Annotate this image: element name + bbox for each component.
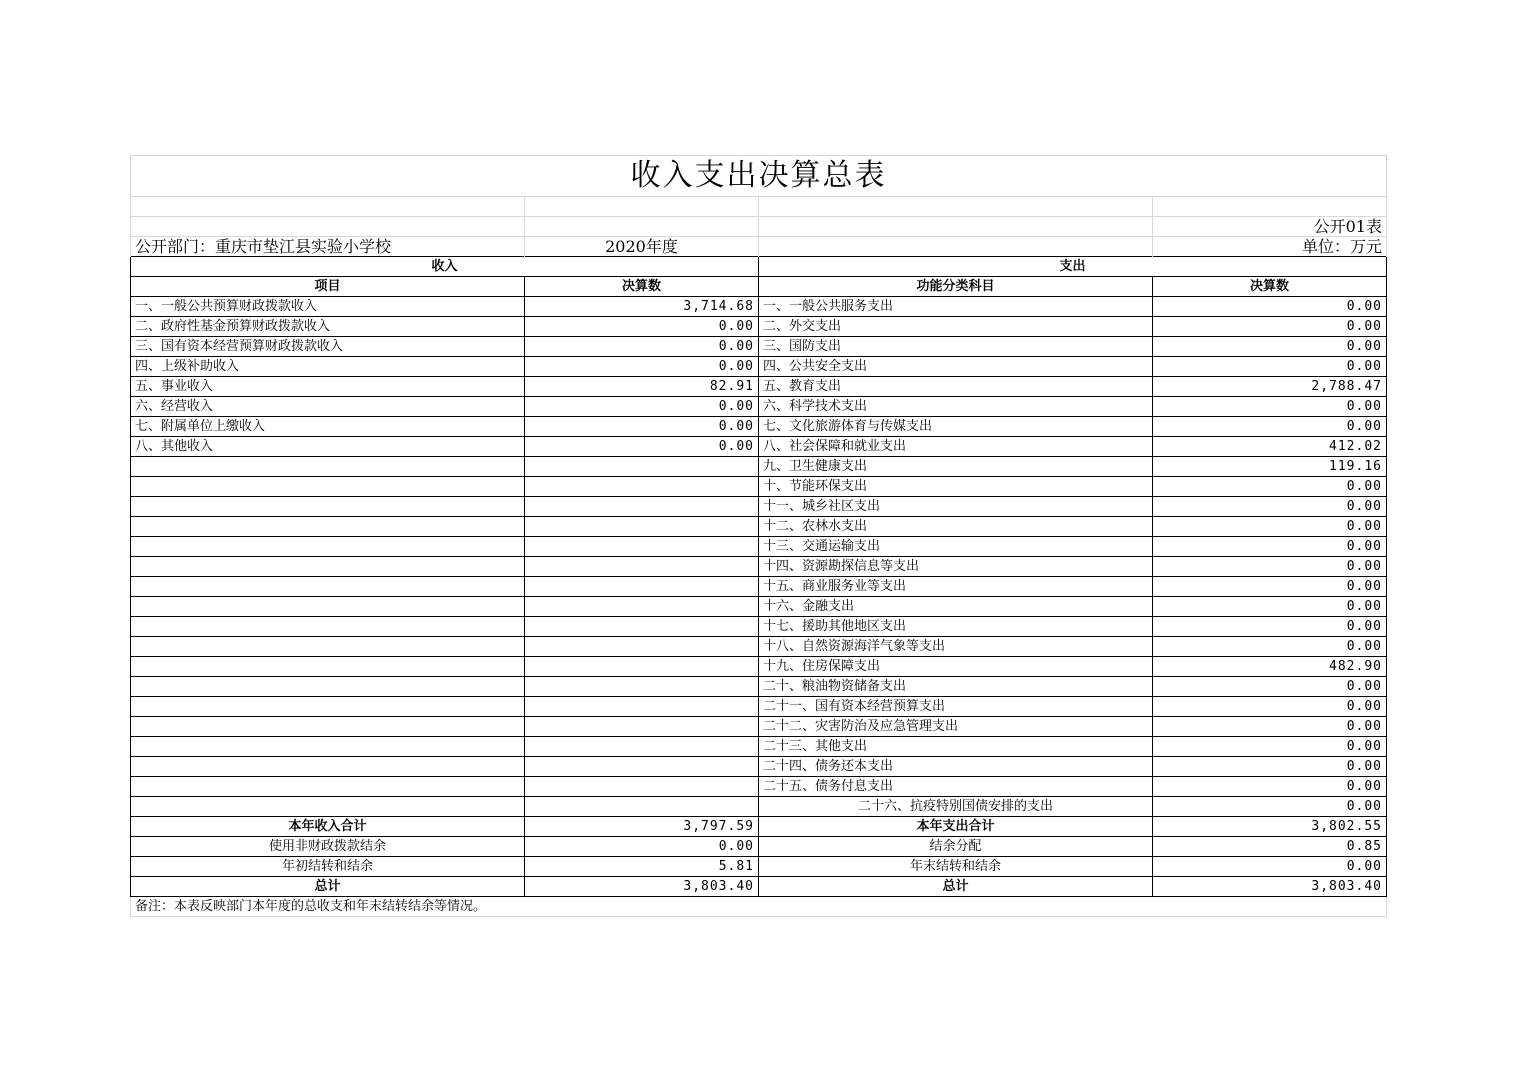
income-item	[131, 697, 525, 717]
table-row	[131, 397, 1387, 417]
table-row	[131, 437, 1387, 457]
expense-item: 二、外交支出	[759, 317, 1153, 337]
summary-expense-amount: 0.85	[1153, 837, 1387, 857]
expense-item: 十一、城乡社区支出	[759, 497, 1153, 517]
income-amount	[525, 477, 759, 497]
expense-amount: 0.00	[1153, 717, 1387, 737]
expense-amount: 0.00	[1153, 677, 1387, 697]
summary-income-item: 年初结转和结余	[131, 857, 525, 877]
income-amount: 3,714.68	[525, 297, 759, 317]
expense-header: 支出	[759, 257, 1387, 277]
income-amount: 0.00	[525, 317, 759, 337]
expense-item: 二十一、国有资本经营预算支出	[759, 697, 1153, 717]
summary-income-amount: 3,803.40	[525, 877, 759, 897]
expense-item: 十六、金融支出	[759, 597, 1153, 617]
income-amount: 0.00	[525, 437, 759, 457]
income-amount	[525, 557, 759, 577]
income-amount: 0.00	[525, 337, 759, 357]
table-row	[131, 737, 1387, 757]
income-amount	[525, 797, 759, 817]
fiscal-year: 2020年度	[525, 237, 759, 257]
expense-item: 十、节能环保支出	[759, 477, 1153, 497]
income-amount	[525, 537, 759, 557]
table-row	[131, 317, 1387, 337]
expense-amount: 0.00	[1153, 757, 1387, 777]
summary-row	[131, 877, 1387, 897]
expense-item: 十五、商业服务业等支出	[759, 577, 1153, 597]
expense-item: 三、国防支出	[759, 337, 1153, 357]
summary-expense-item: 结余分配	[759, 837, 1153, 857]
expense-amount: 0.00	[1153, 777, 1387, 797]
income-item: 八、其他收入	[131, 437, 525, 457]
income-item: 一、一般公共预算财政拨款收入	[131, 297, 525, 317]
expense-amount: 412.02	[1153, 437, 1387, 457]
expense-amount: 0.00	[1153, 497, 1387, 517]
table-row	[131, 677, 1387, 697]
expense-item: 二十五、债务付息支出	[759, 777, 1153, 797]
table-row	[131, 697, 1387, 717]
expense-item: 六、科学技术支出	[759, 397, 1153, 417]
income-item	[131, 517, 525, 537]
expense-item: 一、一般公共服务支出	[759, 297, 1153, 317]
income-amount: 0.00	[525, 417, 759, 437]
department-label: 公开部门：重庆市垫江县实验小学校	[131, 237, 525, 257]
income-item: 三、国有资本经营预算财政拨款收入	[131, 337, 525, 357]
expense-amount: 0.00	[1153, 577, 1387, 597]
income-header: 收入	[131, 257, 759, 277]
expense-item: 七、文化旅游体育与传媒支出	[759, 417, 1153, 437]
income-amount	[525, 677, 759, 697]
income-amount	[525, 657, 759, 677]
table-row	[131, 617, 1387, 637]
table-row	[131, 637, 1387, 657]
table-row	[131, 417, 1387, 437]
summary-income-item: 使用非财政拨款结余	[131, 837, 525, 857]
income-item	[131, 577, 525, 597]
expense-item: 十八、自然资源海洋气象等支出	[759, 637, 1153, 657]
summary-income-item: 总计	[131, 877, 525, 897]
income-item	[131, 537, 525, 557]
income-item	[131, 497, 525, 517]
table-row	[131, 517, 1387, 537]
expense-amount: 0.00	[1153, 637, 1387, 657]
expense-item: 二十六、抗疫特别国债安排的支出	[759, 797, 1153, 817]
expense-amount: 0.00	[1153, 517, 1387, 537]
table-row	[131, 557, 1387, 577]
income-item	[131, 737, 525, 757]
income-amount	[525, 737, 759, 757]
expense-item: 二十三、其他支出	[759, 737, 1153, 757]
income-item	[131, 657, 525, 677]
income-item	[131, 757, 525, 777]
expense-amount: 0.00	[1153, 797, 1387, 817]
table-row	[131, 757, 1387, 777]
expense-amount: 0.00	[1153, 317, 1387, 337]
table-row	[131, 537, 1387, 557]
income-item	[131, 677, 525, 697]
income-item	[131, 637, 525, 657]
col-header-amount-income: 决算数	[525, 277, 759, 297]
summary-income-amount: 5.81	[525, 857, 759, 877]
income-amount	[525, 517, 759, 537]
expense-item: 二十四、债务还本支出	[759, 757, 1153, 777]
table-row	[131, 337, 1387, 357]
table-row	[131, 357, 1387, 377]
expense-item: 二十、粮油物资储备支出	[759, 677, 1153, 697]
income-amount	[525, 577, 759, 597]
expense-amount: 0.00	[1153, 417, 1387, 437]
income-amount	[525, 457, 759, 477]
expense-amount: 0.00	[1153, 357, 1387, 377]
expense-amount: 0.00	[1153, 337, 1387, 357]
table-row	[131, 657, 1387, 677]
summary-income-amount: 0.00	[525, 837, 759, 857]
expense-amount: 0.00	[1153, 397, 1387, 417]
summary-expense-item: 年末结转和结余	[759, 857, 1153, 877]
summary-expense-amount: 0.00	[1153, 857, 1387, 877]
summary-income-item: 本年收入合计	[131, 817, 525, 837]
table-row	[131, 297, 1387, 317]
expense-amount: 0.00	[1153, 617, 1387, 637]
income-amount: 0.00	[525, 397, 759, 417]
income-amount	[525, 777, 759, 797]
income-amount	[525, 497, 759, 517]
income-item	[131, 797, 525, 817]
income-amount	[525, 717, 759, 737]
income-item: 六、经营收入	[131, 397, 525, 417]
income-item: 五、事业收入	[131, 377, 525, 397]
table-row	[131, 477, 1387, 497]
income-item: 七、附属单位上缴收入	[131, 417, 525, 437]
income-item	[131, 477, 525, 497]
page-title: 收入支出决算总表	[131, 156, 1387, 197]
expense-amount: 119.16	[1153, 457, 1387, 477]
income-item	[131, 777, 525, 797]
table-row	[131, 377, 1387, 397]
expense-item: 十九、住房保障支出	[759, 657, 1153, 677]
table-row	[131, 457, 1387, 477]
income-item: 二、政府性基金预算财政拨款收入	[131, 317, 525, 337]
income-item	[131, 457, 525, 477]
expense-item: 二十二、灾害防治及应急管理支出	[759, 717, 1153, 737]
expense-amount: 482.90	[1153, 657, 1387, 677]
table-row	[131, 717, 1387, 737]
expense-amount: 0.00	[1153, 477, 1387, 497]
income-amount	[525, 617, 759, 637]
form-number: 公开01表	[1153, 217, 1387, 237]
income-item	[131, 597, 525, 617]
summary-row	[131, 817, 1387, 837]
expense-amount: 0.00	[1153, 737, 1387, 757]
table-row	[131, 577, 1387, 597]
income-item: 四、上级补助收入	[131, 357, 525, 377]
expense-item: 十七、援助其他地区支出	[759, 617, 1153, 637]
unit-label: 单位：万元	[1153, 237, 1387, 257]
summary-expense-item: 本年支出合计	[759, 817, 1153, 837]
expense-item: 十三、交通运输支出	[759, 537, 1153, 557]
col-header-amount-expense: 决算数	[1153, 277, 1387, 297]
summary-income-amount: 3,797.59	[525, 817, 759, 837]
summary-expense-item: 总计	[759, 877, 1153, 897]
expense-amount: 0.00	[1153, 537, 1387, 557]
table-row	[131, 777, 1387, 797]
table-row	[131, 597, 1387, 617]
income-amount: 0.00	[525, 357, 759, 377]
income-amount	[525, 637, 759, 657]
income-amount	[525, 757, 759, 777]
income-item	[131, 557, 525, 577]
income-amount	[525, 697, 759, 717]
summary-expense-amount: 3,803.40	[1153, 877, 1387, 897]
summary-row	[131, 857, 1387, 877]
income-amount	[525, 597, 759, 617]
expense-item: 九、卫生健康支出	[759, 457, 1153, 477]
expense-item: 五、教育支出	[759, 377, 1153, 397]
summary-row	[131, 837, 1387, 857]
income-amount: 82.91	[525, 377, 759, 397]
expense-amount: 0.00	[1153, 557, 1387, 577]
income-expense-table	[130, 155, 1387, 917]
expense-amount: 0.00	[1153, 697, 1387, 717]
col-header-item: 项目	[131, 277, 525, 297]
col-header-function: 功能分类科目	[759, 277, 1153, 297]
expense-item: 八、社会保障和就业支出	[759, 437, 1153, 457]
income-item	[131, 717, 525, 737]
footnote: 备注：本表反映部门本年度的总收支和年末结转结余等情况。	[131, 897, 1387, 917]
expense-item: 十二、农林水支出	[759, 517, 1153, 537]
expense-item: 十四、资源勘探信息等支出	[759, 557, 1153, 577]
spreadsheet	[130, 155, 1386, 917]
expense-item: 四、公共安全支出	[759, 357, 1153, 377]
expense-amount: 0.00	[1153, 297, 1387, 317]
table-row	[131, 797, 1387, 817]
expense-amount: 2,788.47	[1153, 377, 1387, 397]
income-item	[131, 617, 525, 637]
table-row	[131, 497, 1387, 517]
summary-expense-amount: 3,802.55	[1153, 817, 1387, 837]
expense-amount: 0.00	[1153, 597, 1387, 617]
